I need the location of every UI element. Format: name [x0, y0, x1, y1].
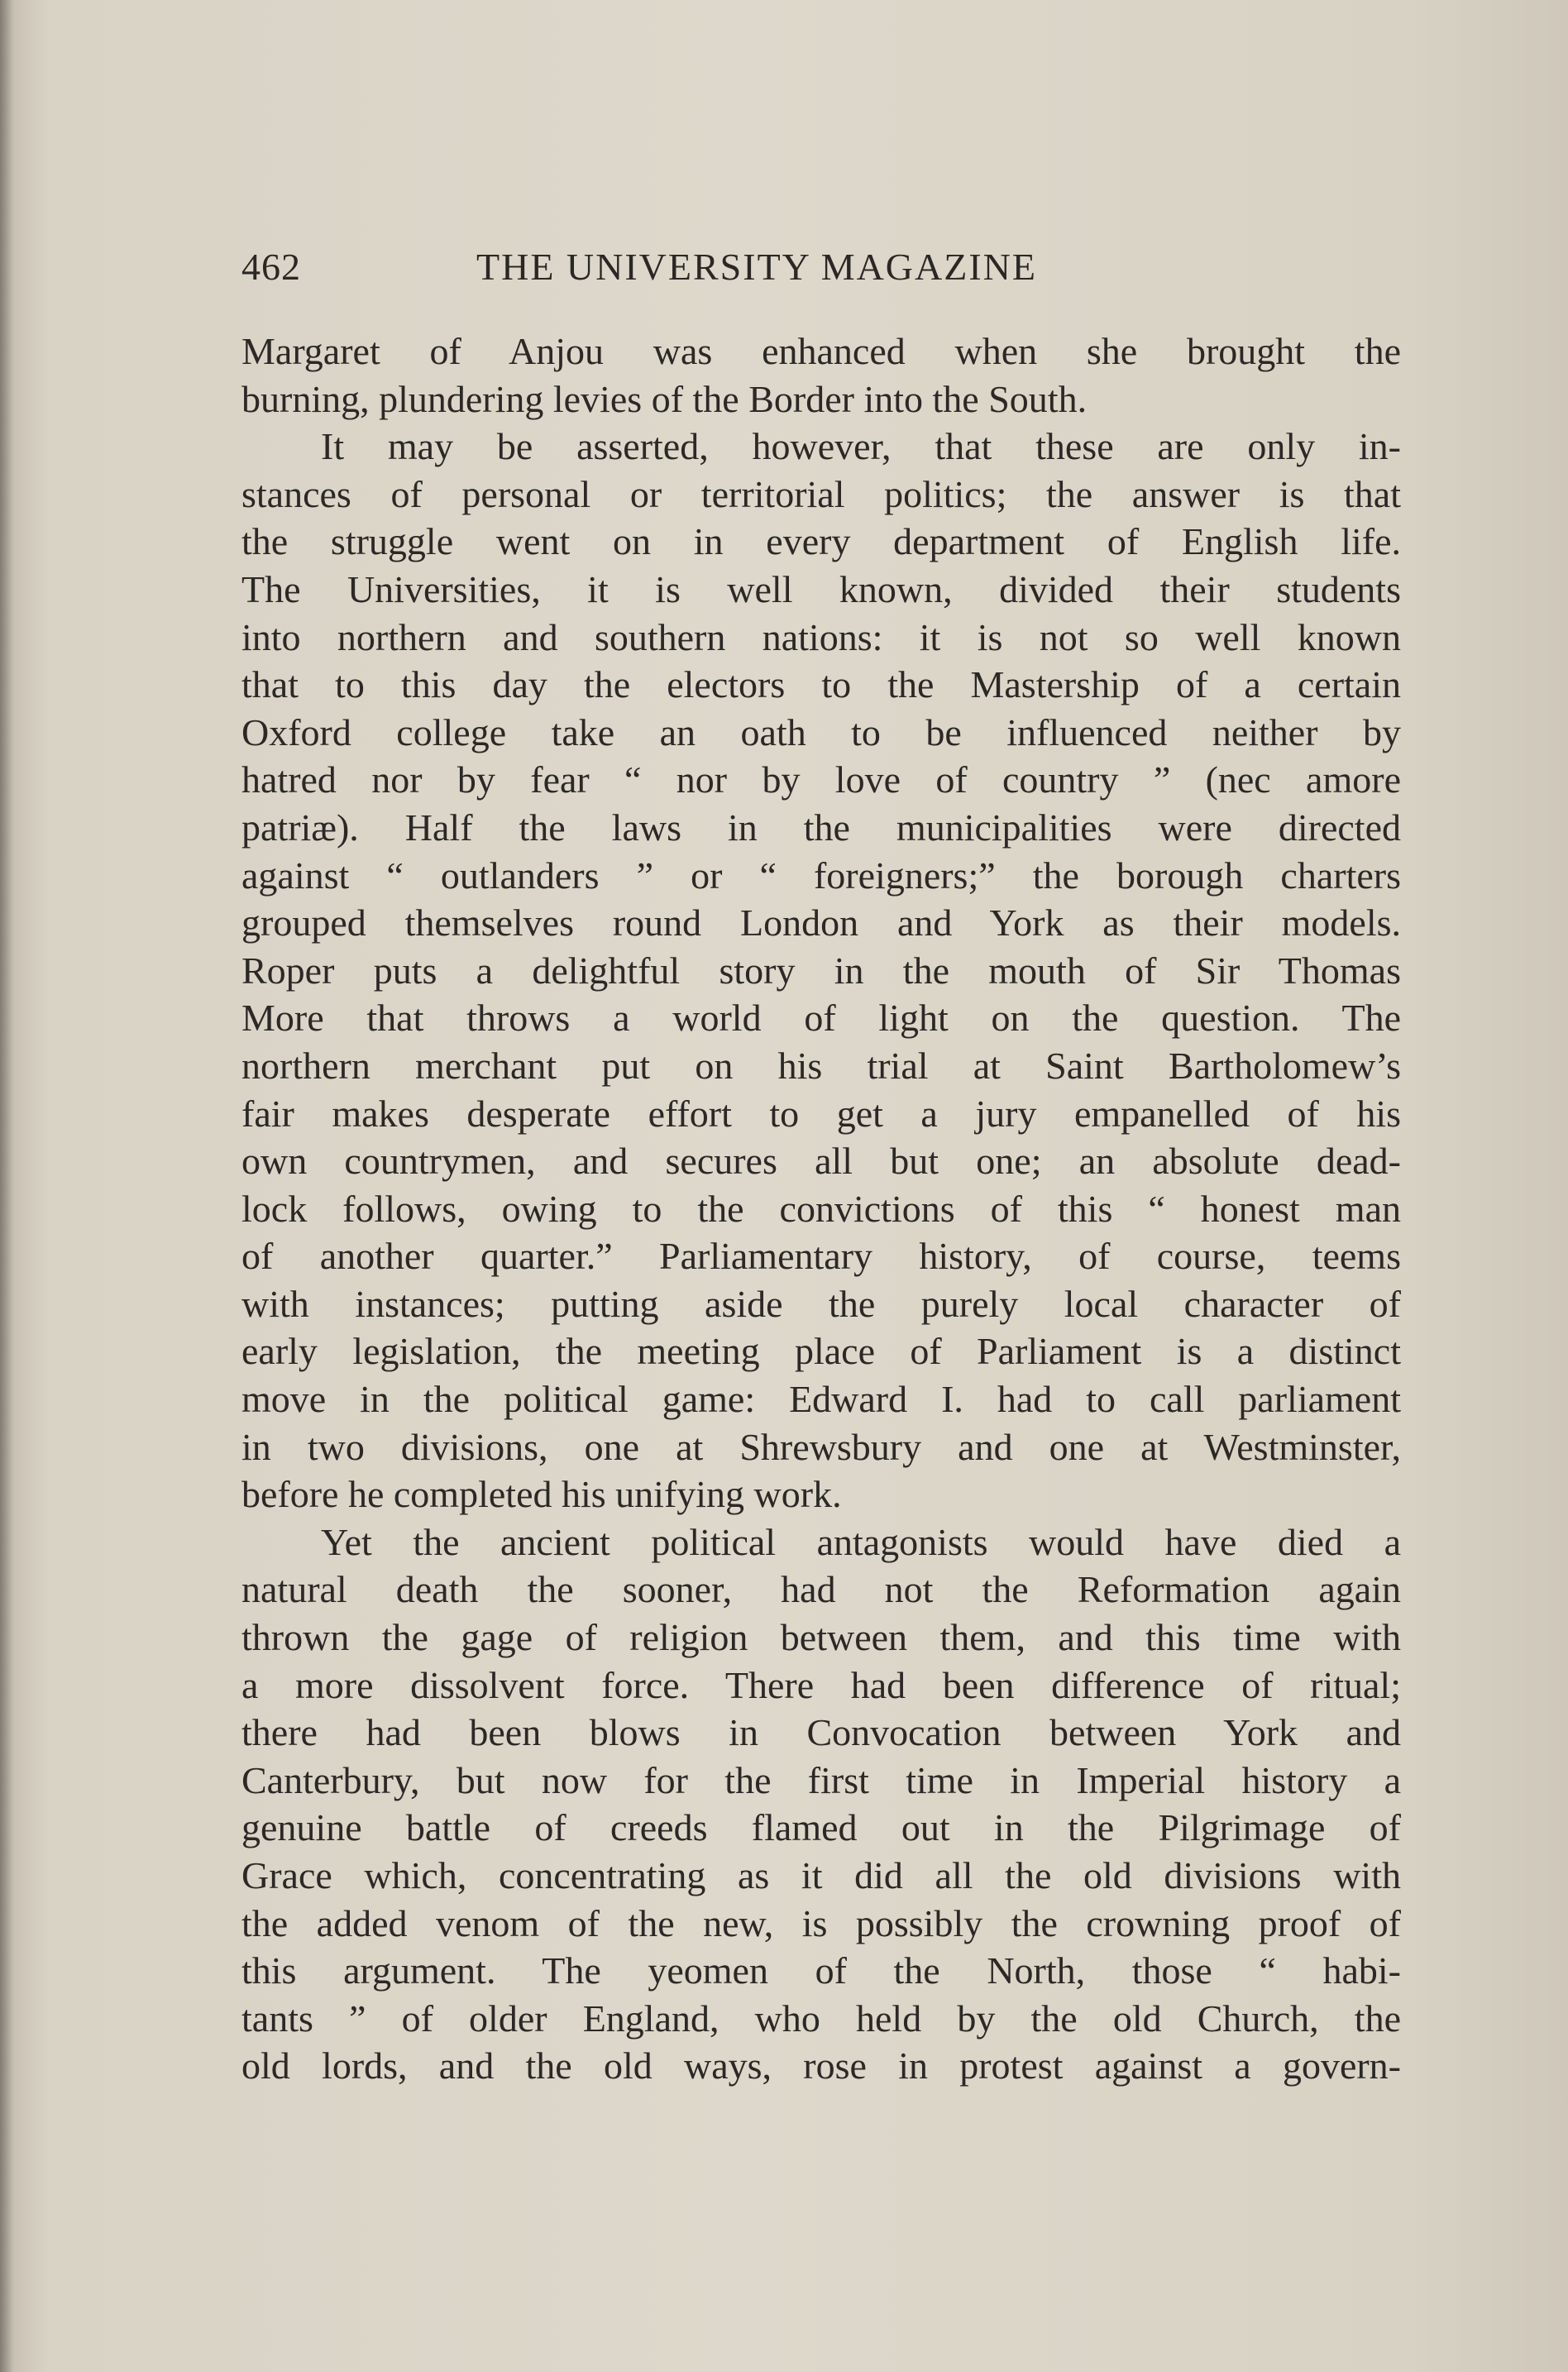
text-line: Canterbury, but now for the first time in Imperial history a: [241, 1758, 1401, 1801]
text-line: the added venom of the new, is possibly the crowning proof of: [241, 1901, 1401, 1944]
text-line: this argument. The yeomen of the North, those “ habi-: [241, 1949, 1401, 1992]
text-line: before he completed his unifying work.: [241, 1473, 842, 1516]
text-line: fair makes desperate effort to get a jury empanelled of his: [241, 1092, 1401, 1135]
text-line: early legislation, the meeting place of Parliament is a distinct: [241, 1330, 1401, 1373]
journal-title: THE UNIVERSITY MAGAZINE: [476, 246, 1037, 288]
text-line: with instances; putting aside the purely local character of: [241, 1282, 1401, 1325]
page-number: 462: [241, 246, 301, 288]
text-line: grouped themselves round London and York as their models.: [241, 901, 1401, 944]
text-line: Yet the ancient political antagonists would have died a: [321, 1520, 1401, 1563]
text-line: move in the political game: Edward I. had to call parliament: [241, 1378, 1401, 1421]
text-line: of another quarter.” Parliamentary history, of course, teems: [241, 1235, 1401, 1278]
text-line: Roper puts a delightful story in the mouth of Sir Thomas: [241, 949, 1401, 992]
text-line: stances of personal or territorial politics; the answer is that: [241, 472, 1401, 515]
text-line: More that throws a world of light on the question. The: [241, 997, 1401, 1040]
text-line: lock follows, owing to the convictions of this “ honest man: [241, 1187, 1401, 1230]
text-line: there had been blows in Convocation between York and: [241, 1711, 1401, 1754]
text-line: hatred nor by fear “ nor by love of country ” (nec amore: [241, 758, 1401, 801]
running-head: [241, 245, 1399, 294]
text-line: a more dissolvent force. There had been difference of ritual;: [241, 1663, 1401, 1706]
text-line: that to this day the electors to the Mastership of a certain: [241, 663, 1401, 706]
text-line: against “ outlanders ” or “ foreigners;” the borough charters: [241, 854, 1401, 897]
text-line: the struggle went on in every department of English life.: [241, 520, 1401, 563]
text-line: patriæ). Half the laws in the municipalities were directed: [241, 806, 1401, 849]
text-line: burning, plundering levies of the Border into the South.: [241, 377, 1088, 420]
text-line: into northern and southern nations: it is not so well known: [241, 615, 1401, 658]
text-line: Margaret of Anjou was enhanced when she brought the: [241, 330, 1401, 372]
text-line: Grace which, concentrating as it did all the old divisions with: [241, 1854, 1401, 1896]
spine-shadow: [0, 0, 15, 2372]
text-line: old lords, and the old ways, rose in protest against a govern-: [241, 2044, 1401, 2087]
text-line: own countrymen, and secures all but one; an absolute dead-: [241, 1140, 1401, 1183]
text-line: thrown the gage of religion between them, and this time with: [241, 1616, 1401, 1659]
text-line: It may be asserted, however, that these are only in-: [321, 425, 1401, 468]
text-line: natural death the sooner, had not the Reformation again: [241, 1568, 1401, 1611]
text-line: in two divisions, one at Shrewsbury and one at Westminster,: [241, 1425, 1401, 1468]
text-line: northern merchant put on his trial at Saint Bartholomew’s: [241, 1044, 1401, 1087]
text-line: genuine battle of creeds flamed out in the Pilgrimage of: [241, 1806, 1401, 1849]
text-line: tants ” of older England, who held by the old Church, the: [241, 1997, 1401, 2040]
body-text: [241, 328, 1401, 2090]
text-line: The Universities, it is well known, divided their students: [241, 567, 1401, 610]
text-line: Oxford college take an oath to be influenced neither by: [241, 710, 1401, 753]
